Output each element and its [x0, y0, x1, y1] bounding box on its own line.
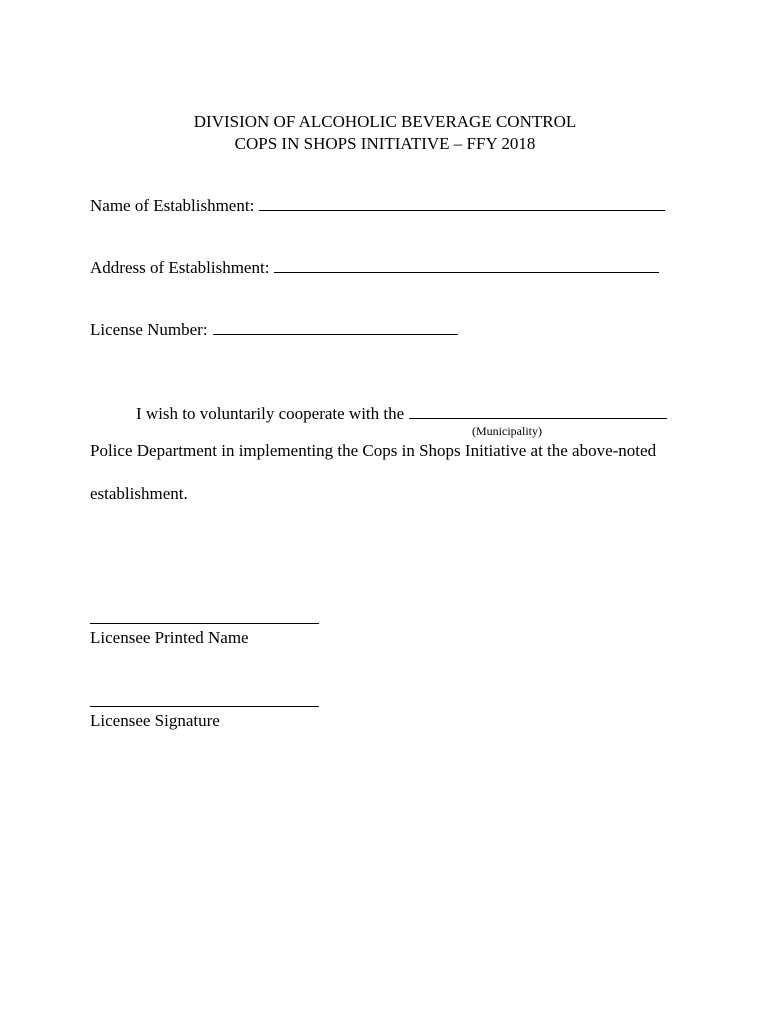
statement-line-3: establishment.: [90, 484, 188, 503]
printed-name-blank[interactable]: [90, 623, 319, 624]
statement-line-2: Police Department in implementing the Cops in Shops Initiative at the above-noted: [90, 441, 657, 460]
statement-text-1: I wish to voluntarily cooperate with the: [136, 404, 405, 423]
license-number-label: License Number:: [90, 320, 208, 339]
establishment-name-field: [90, 196, 665, 216]
signature-blank[interactable]: [90, 706, 319, 707]
license-number-field: [90, 320, 458, 340]
title-line-1: DIVISION OF ALCOHOLIC BEVERAGE CONTROL: [193, 112, 577, 131]
signature-label: Licensee Signature: [90, 711, 220, 730]
establishment-address-blank[interactable]: [274, 258, 659, 273]
municipality-caption: (Municipality): [472, 424, 542, 438]
establishment-address-field: [90, 258, 659, 278]
license-number-blank[interactable]: [213, 320, 458, 335]
establishment-address-label: Address of Establishment:: [90, 258, 270, 277]
establishment-name-label: Name of Establishment:: [90, 196, 255, 215]
municipality-blank[interactable]: [409, 404, 667, 419]
statement-line-1: [136, 404, 667, 424]
establishment-name-blank[interactable]: [259, 196, 665, 211]
printed-name-label: Licensee Printed Name: [90, 628, 249, 647]
title-line-2: COPS IN SHOPS INITIATIVE – FFY 2018: [234, 134, 536, 153]
